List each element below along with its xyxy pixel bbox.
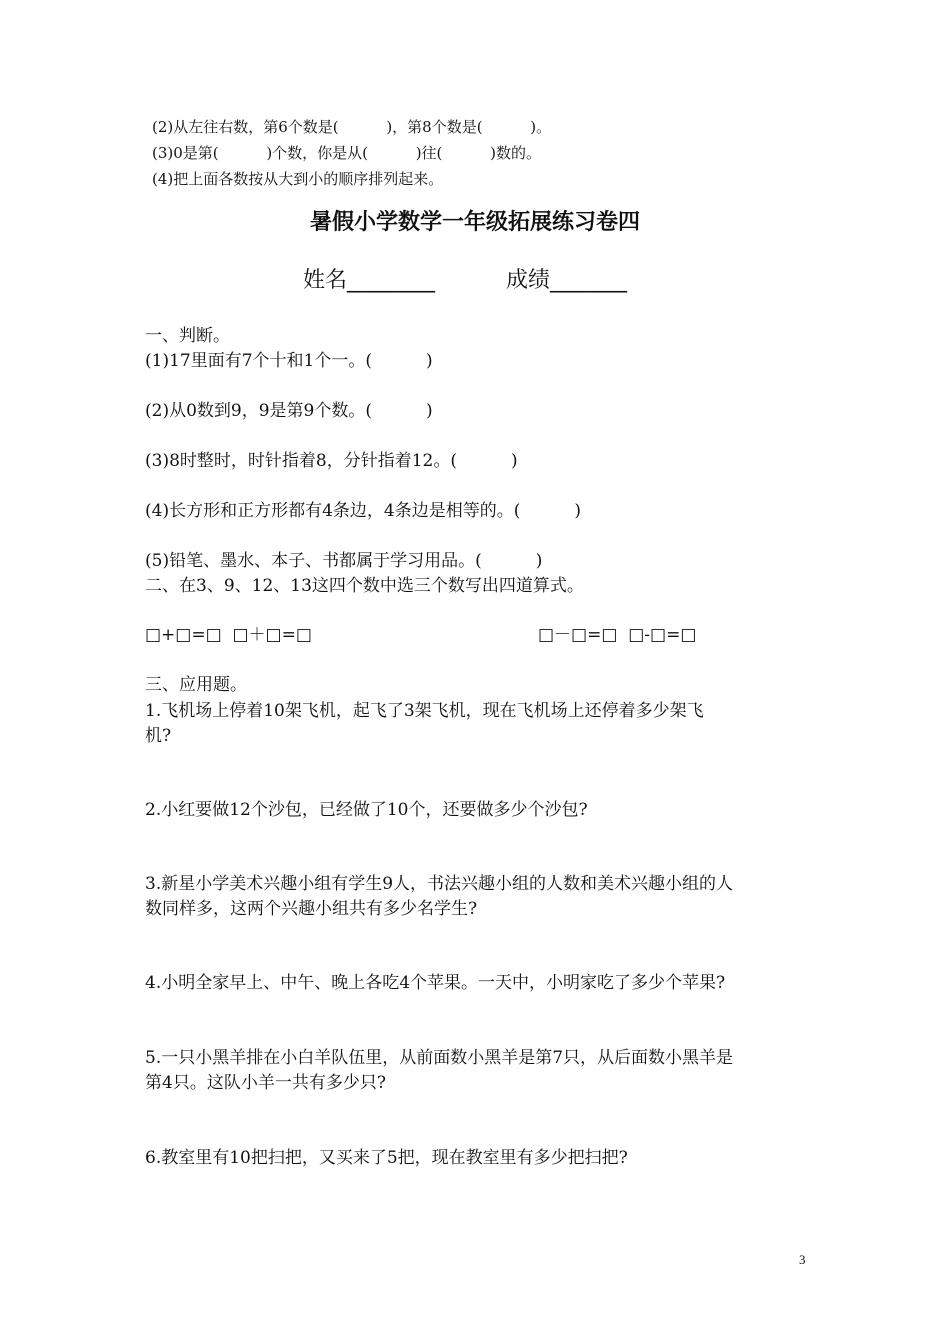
name-field-label: 姓名________ [303,268,436,293]
problem-3-line-1: 3.新星小学美术兴趣小组有学生9人，书法兴趣小组的人数和美术兴趣小组的人 [145,874,734,894]
page-title: 暑假小学数学一年级拓展练习卷四 [309,210,640,235]
score-field-label: 成绩_______ [506,268,628,293]
problem-5-line-1: 5.一只小黑羊排在小白羊队伍里，从前面数小黑羊是第7只，从后面数小黑羊是 [145,1048,734,1068]
judge-item-3: (3)8时整时，时针指着8，分针指着12。( ) [145,451,518,471]
problem-1-line-2: 机? [145,726,172,746]
top-question-3: (3)0是第( )个数，你是从( )往( )数的。 [152,144,541,162]
problem-6: 6.教室里有10把扫把，又买来了5把，现在教室里有多少把扫把? [145,1148,628,1168]
judge-item-5: (5)铅笔、墨水、本子、书都属于学习用品。( ) [145,551,543,571]
problem-3-line-2: 数同样多，这两个兴趣小组共有多少名学生? [145,899,478,919]
problem-1-line-1: 1.飞机场上停着10架飞机，起飞了3架飞机，现在飞机场上还停着多少架飞 [145,701,704,721]
equation-blanks-right: □－□=□ □-□=□ [538,625,697,645]
judge-item-1: (1)17里面有7个十和1个一。( ) [145,351,433,371]
top-question-4: (4)把上面各数按从大到小的顺序排列起来。 [152,170,444,188]
equation-blanks-left: □+□=□ □＋□=□ [145,625,312,645]
top-question-2: (2)从左往右数，第6个数是( )，第8个数是( )。 [152,118,552,136]
problem-4: 4.小明全家早上、中午、晚上各吃4个苹果。一天中，小明家吃了多少个苹果? [145,973,726,993]
judge-item-4: (4)长方形和正方形都有4条边，4条边是相等的。( ) [145,501,582,521]
section1-heading: 一、判断。 [145,326,230,346]
judge-item-2: (2)从0数到9，9是第9个数。( ) [145,401,433,421]
problem-5-line-2: 第4只。这队小羊一共有多少只? [145,1073,386,1093]
section2-heading: 二、在3、9、12、13这四个数中选三个数写出四道算式。 [145,576,584,596]
problem-2: 2.小红要做12个沙包，已经做了10个，还要做多少个沙包? [145,800,588,820]
page-number: 3 [799,1252,806,1267]
section3-heading: 三、应用题。 [145,675,247,695]
